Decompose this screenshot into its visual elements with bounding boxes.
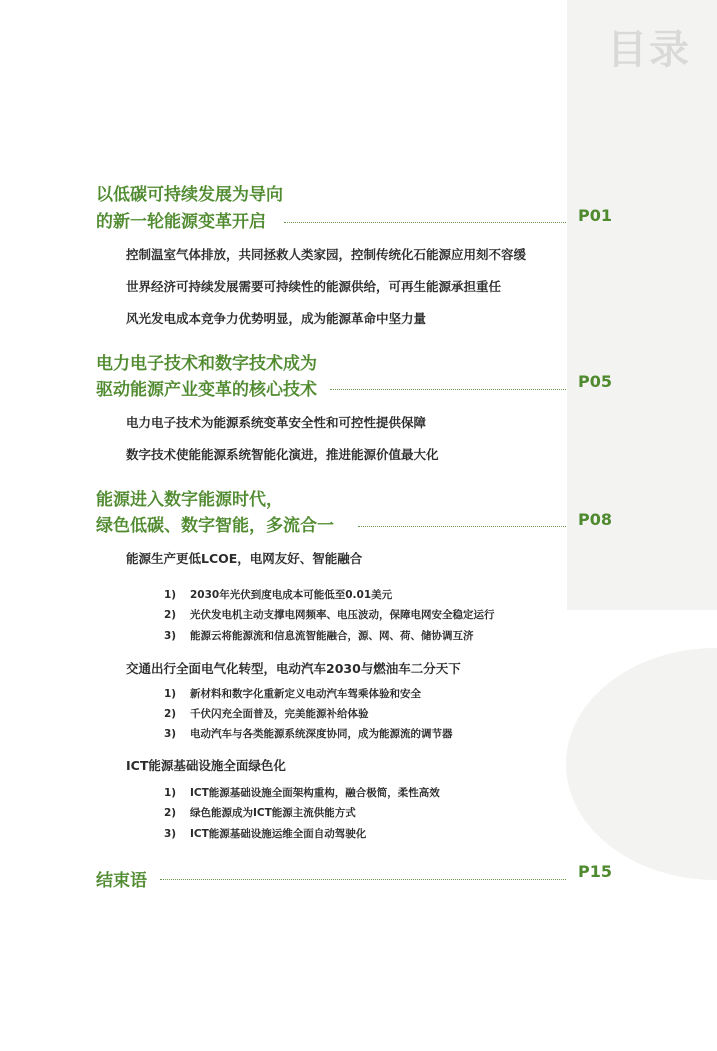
section-3-sub-2-item-2[interactable] (164, 706, 369, 721)
section-1-title-line-2[interactable]: 的新一轮能源变革开启 (96, 212, 266, 232)
item-text: 光伏发电机主动支撑电网频率、电压波动，保障电网安全稳定运行 (190, 609, 495, 621)
section-3-sub-1-item-1[interactable] (164, 587, 392, 602)
item-number: 2) (164, 708, 177, 720)
section-1-page[interactable]: P01 (578, 206, 612, 225)
section-3-sub-1[interactable]: 能源生产更低LCOE，电网友好、智能融合 (126, 551, 363, 566)
section-3-sub-3[interactable]: ICT能源基础设施全面绿色化 (126, 758, 286, 773)
section-3-title-line-1[interactable]: 能源进入数字能源时代， (96, 490, 283, 510)
section-4-leader (160, 879, 566, 880)
item-number: 2) (164, 609, 177, 621)
section-3-sub-3-item-3[interactable] (164, 826, 366, 841)
section-1-title-line-1[interactable]: 以低碳可持续发展为导向 (96, 185, 283, 205)
section-2-sub-2[interactable]: 数字技术使能能源系统智能化演进，推进能源价值最大化 (126, 447, 439, 462)
item-text: 绿色能源成为ICT能源主流供能方式 (190, 807, 356, 819)
section-4-page[interactable]: P15 (578, 862, 612, 881)
item-text: 电动汽车与各类能源系统深度协同，成为能源流的调节器 (190, 728, 453, 740)
item-number: 3) (164, 630, 177, 642)
item-text: 能源云将能源流和信息流智能融合，源、网、荷、储协调互济 (190, 630, 474, 642)
item-text: 2030年光伏到度电成本可能低至0.01美元 (190, 589, 393, 601)
item-number: 3) (164, 828, 177, 840)
item-text: ICT能源基础设施全面架构重构，融合极简，柔性高效 (190, 787, 440, 799)
section-3-sub-3-item-1[interactable] (164, 785, 440, 800)
section-3-sub-1-item-3[interactable] (164, 628, 474, 643)
item-number: 2) (164, 807, 177, 819)
section-2-sub-1[interactable]: 电力电子技术为能源系统变革安全性和可控性提供保障 (126, 415, 427, 430)
decorative-circle (566, 648, 717, 880)
section-3-sub-2-item-1[interactable] (164, 686, 421, 701)
section-4-title[interactable]: 结束语 (96, 871, 147, 891)
item-text: ICT能源基础设施运维全面自动驾驶化 (190, 828, 367, 840)
toc-title: 目录 (607, 27, 691, 73)
section-1-leader (284, 222, 566, 223)
section-3-leader (358, 526, 566, 527)
item-number: 1) (164, 688, 177, 700)
section-3-page[interactable]: P08 (578, 510, 612, 529)
section-2-page[interactable]: P05 (578, 372, 612, 391)
section-1-sub-2[interactable]: 世界经济可持续发展需要可持续性的能源供给，可再生能源承担重任 (126, 279, 502, 294)
item-number: 1) (164, 589, 177, 601)
item-number: 3) (164, 728, 177, 740)
item-text: 新材料和数字化重新定义电动汽车驾乘体验和安全 (190, 688, 421, 700)
section-3-sub-1-item-2[interactable] (164, 607, 495, 622)
section-3-sub-2-item-3[interactable] (164, 726, 453, 741)
item-text: 千伏闪充全面普及，完美能源补给体验 (190, 708, 369, 720)
section-3-title-line-2[interactable]: 绿色低碳、数字智能，多流合一 (96, 516, 334, 536)
section-3-sub-3-item-2[interactable] (164, 805, 356, 820)
section-2-title-line-1[interactable]: 电力电子技术和数字技术成为 (96, 354, 317, 374)
section-2-title-line-2[interactable]: 驱动能源产业变革的核心技术 (96, 380, 317, 400)
item-number: 1) (164, 787, 177, 799)
section-3-sub-2[interactable]: 交通出行全面电气化转型，电动汽车2030与燃油车二分天下 (126, 661, 461, 676)
section-2-leader (330, 389, 566, 390)
section-1-sub-1[interactable]: 控制温室气体排放，共同拯救人类家园，控制传统化石能源应用刻不容缓 (126, 247, 527, 262)
section-1-sub-3[interactable]: 风光发电成本竞争力优势明显，成为能源革命中坚力量 (126, 311, 427, 326)
